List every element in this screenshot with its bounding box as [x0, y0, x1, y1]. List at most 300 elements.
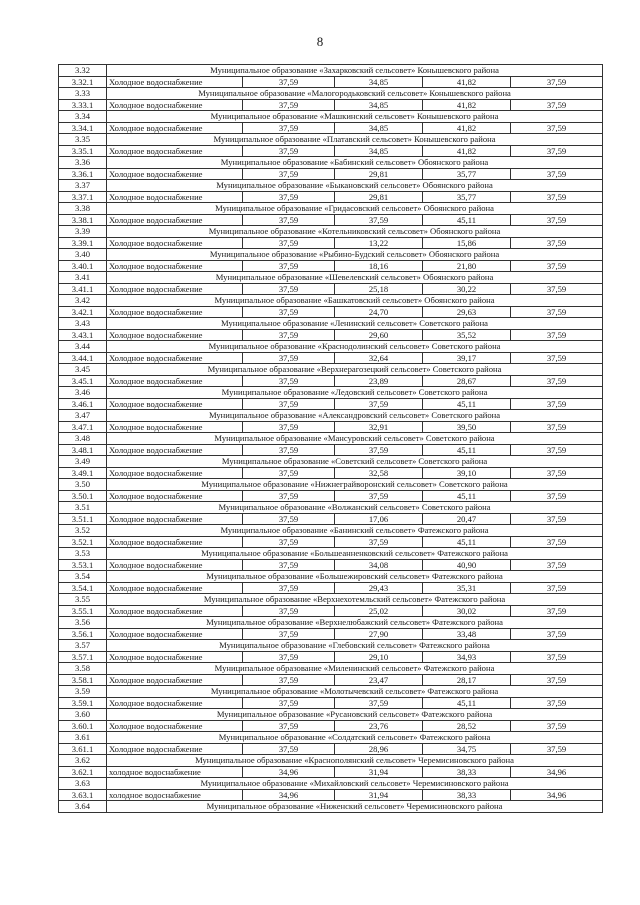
municipality-title: Муниципальное образование «Нижнеграйворонский сельсовет» Советского района: [107, 479, 603, 491]
tariff-row: [59, 628, 603, 640]
tariff-value: 39,50: [423, 421, 511, 433]
service-name: Холодное водоснабжение: [107, 329, 243, 341]
section-number: 3.34: [59, 111, 107, 123]
service-name: холодное водоснабжение: [107, 789, 243, 801]
service-name: Холодное водоснабжение: [107, 720, 243, 732]
section-row: [59, 732, 603, 744]
tariff-value: 37,59: [243, 421, 335, 433]
tariff-value: 37,59: [243, 191, 335, 203]
municipality-title: Муниципальное образование «Краснодолинский сельсовет» Советского района: [107, 341, 603, 353]
tariff-row: [59, 674, 603, 686]
tariff-value: 29,60: [335, 329, 423, 341]
tariff-row: [59, 352, 603, 364]
tariff-value: 37,59: [511, 628, 603, 640]
tariff-row: [59, 582, 603, 594]
tariff-value: 37,59: [243, 536, 335, 548]
service-name: Холодное водоснабжение: [107, 237, 243, 249]
section-number: 3.33: [59, 88, 107, 100]
service-name: Холодное водоснабжение: [107, 444, 243, 456]
tariff-number: 3.36.1: [59, 168, 107, 180]
municipality-title: Муниципальное образование «Волжанский сельсовет» Советского района: [107, 502, 603, 514]
tariff-value: 37,59: [335, 490, 423, 502]
tariff-value: 37,59: [511, 421, 603, 433]
tariff-value: 37,59: [243, 628, 335, 640]
tariff-value: 30,22: [423, 283, 511, 295]
tariff-value: 15,86: [423, 237, 511, 249]
tariff-number: 3.35.1: [59, 145, 107, 157]
tariff-number: 3.63.1: [59, 789, 107, 801]
service-name: Холодное водоснабжение: [107, 283, 243, 295]
tariff-value: 37,59: [511, 191, 603, 203]
tariff-value: 41,82: [423, 76, 511, 88]
section-number: 3.62: [59, 755, 107, 767]
tariff-row: [59, 260, 603, 272]
service-name: Холодное водоснабжение: [107, 191, 243, 203]
tariff-value: 37,59: [243, 559, 335, 571]
service-name: Холодное водоснабжение: [107, 398, 243, 410]
tariff-value: 37,59: [511, 214, 603, 226]
service-name: Холодное водоснабжение: [107, 743, 243, 755]
tariff-value: 34,85: [335, 145, 423, 157]
tariff-row: [59, 444, 603, 456]
service-name: Холодное водоснабжение: [107, 674, 243, 686]
tariff-value: 40,90: [423, 559, 511, 571]
tariff-row: [59, 191, 603, 203]
tariff-value: 23,47: [335, 674, 423, 686]
section-number: 3.63: [59, 778, 107, 790]
section-row: [59, 755, 603, 767]
service-name: Холодное водоснабжение: [107, 260, 243, 272]
tariff-value: 24,70: [335, 306, 423, 318]
service-name: Холодное водоснабжение: [107, 76, 243, 88]
tariff-number: 3.60.1: [59, 720, 107, 732]
section-number: 3.41: [59, 272, 107, 284]
section-number: 3.45: [59, 364, 107, 376]
tariff-value: 28,67: [423, 375, 511, 387]
municipality-title: Муниципальное образование «Машкинский сельсовет» Конышевского района: [107, 111, 603, 123]
tariff-value: 37,59: [511, 237, 603, 249]
tariff-row: [59, 398, 603, 410]
tariff-number: 3.38.1: [59, 214, 107, 226]
tariff-value: 31,94: [335, 789, 423, 801]
service-name: Холодное водоснабжение: [107, 421, 243, 433]
tariff-row: [59, 76, 603, 88]
tariff-row: [59, 214, 603, 226]
section-number: 3.55: [59, 594, 107, 606]
section-number: 3.61: [59, 732, 107, 744]
service-name: Холодное водоснабжение: [107, 559, 243, 571]
service-name: Холодное водоснабжение: [107, 352, 243, 364]
tariff-value: 37,59: [243, 743, 335, 755]
tariff-row: [59, 513, 603, 525]
tariff-value: 37,59: [243, 76, 335, 88]
tariff-value: 45,11: [423, 536, 511, 548]
section-row: [59, 341, 603, 353]
tariff-value: 37,59: [511, 375, 603, 387]
municipality-title: Муниципальное образование «Большежировский сельсовет» Фатежского района: [107, 571, 603, 583]
section-row: [59, 134, 603, 146]
tariff-value: 37,59: [511, 513, 603, 525]
section-row: [59, 525, 603, 537]
municipality-title: Муниципальное образование «Солдатский сельсовет» Фатежского района: [107, 732, 603, 744]
tariff-row: [59, 651, 603, 663]
section-number: 3.49: [59, 456, 107, 468]
municipality-title: Муниципальное образование «Ленинский сельсовет» Советского района: [107, 318, 603, 330]
tariff-row: [59, 168, 603, 180]
tariff-value: 35,77: [423, 168, 511, 180]
tariff-value: 37,59: [243, 237, 335, 249]
municipality-title: Муниципальное образование «Большеанненковский сельсовет» Фатежского района: [107, 548, 603, 560]
tariff-value: 37,59: [243, 145, 335, 157]
section-number: 3.57: [59, 640, 107, 652]
section-row: [59, 364, 603, 376]
municipality-title: Муниципальное образование «Котельниковский сельсовет» Обоянского района: [107, 226, 603, 238]
tariff-value: 37,59: [243, 306, 335, 318]
tariff-value: 34,96: [511, 766, 603, 778]
tariff-value: 37,59: [243, 168, 335, 180]
tariff-value: 41,82: [423, 122, 511, 134]
section-row: [59, 433, 603, 445]
tariff-value: 37,59: [511, 122, 603, 134]
tariff-row: [59, 99, 603, 111]
section-row: [59, 594, 603, 606]
municipality-title: Муниципальное образование «Мансуровский сельсовет» Советского района: [107, 433, 603, 445]
section-row: [59, 410, 603, 422]
tariff-row: [59, 720, 603, 732]
tariff-value: 34,85: [335, 99, 423, 111]
section-number: 3.46: [59, 387, 107, 399]
section-row: [59, 709, 603, 721]
tariff-value: 34,96: [243, 789, 335, 801]
service-name: Холодное водоснабжение: [107, 490, 243, 502]
tariff-value: 37,59: [511, 467, 603, 479]
tariff-value: 37,59: [243, 329, 335, 341]
tariff-value: 37,59: [335, 444, 423, 456]
tariff-value: 37,59: [243, 697, 335, 709]
tariff-value: 25,02: [335, 605, 423, 617]
tariff-value: 37,59: [511, 76, 603, 88]
tariff-row: [59, 536, 603, 548]
tariff-number: 3.42.1: [59, 306, 107, 318]
section-number: 3.52: [59, 525, 107, 537]
section-row: [59, 249, 603, 261]
municipality-title: Муниципальное образование «Гридасовский сельсовет» Обоянского района: [107, 203, 603, 215]
tariff-row: [59, 789, 603, 801]
tariff-value: 39,17: [423, 352, 511, 364]
tariff-value: 21,80: [423, 260, 511, 272]
section-number: 3.37: [59, 180, 107, 192]
section-row: [59, 663, 603, 675]
tariff-row: [59, 490, 603, 502]
section-number: 3.36: [59, 157, 107, 169]
tariff-value: 41,82: [423, 145, 511, 157]
tariff-value: 35,77: [423, 191, 511, 203]
tariff-number: 3.39.1: [59, 237, 107, 249]
tariff-value: 32,91: [335, 421, 423, 433]
tariff-value: 23,76: [335, 720, 423, 732]
tariff-value: 28,17: [423, 674, 511, 686]
tariff-value: 34,85: [335, 76, 423, 88]
municipality-title: Муниципальное образование «Глебовский сельсовет» Фатежского района: [107, 640, 603, 652]
section-row: [59, 571, 603, 583]
tariff-row: [59, 743, 603, 755]
service-name: холодное водоснабжение: [107, 766, 243, 778]
tariff-value: 45,11: [423, 444, 511, 456]
municipality-title: Муниципальное образование «Банинский сельсовет» Фатежского района: [107, 525, 603, 537]
tariff-number: 3.33.1: [59, 99, 107, 111]
tariff-number: 3.32.1: [59, 76, 107, 88]
tariff-value: 31,94: [335, 766, 423, 778]
tariff-value: 37,59: [511, 352, 603, 364]
section-row: [59, 203, 603, 215]
tariff-row: [59, 237, 603, 249]
tariff-value: 37,59: [511, 559, 603, 571]
section-number: 3.56: [59, 617, 107, 629]
tariff-value: 18,16: [335, 260, 423, 272]
tariff-value: 45,11: [423, 697, 511, 709]
tariff-value: 33,48: [423, 628, 511, 640]
section-row: [59, 617, 603, 629]
tariff-number: 3.44.1: [59, 352, 107, 364]
tariff-table-body: [59, 65, 603, 813]
tariff-value: 23,89: [335, 375, 423, 387]
tariff-value: 29,81: [335, 191, 423, 203]
tariff-value: 25,18: [335, 283, 423, 295]
tariff-value: 37,59: [511, 168, 603, 180]
tariff-value: 37,59: [243, 375, 335, 387]
tariff-value: 37,59: [335, 398, 423, 410]
section-row: [59, 387, 603, 399]
section-number: 3.44: [59, 341, 107, 353]
tariff-value: 34,96: [511, 789, 603, 801]
tariff-row: [59, 306, 603, 318]
tariff-number: 3.43.1: [59, 329, 107, 341]
tariff-row: [59, 375, 603, 387]
tariff-value: 38,33: [423, 789, 511, 801]
tariff-row: [59, 145, 603, 157]
tariff-value: 20,47: [423, 513, 511, 525]
tariff-value: 37,59: [243, 352, 335, 364]
tariff-value: 37,59: [243, 605, 335, 617]
tariff-value: 39,10: [423, 467, 511, 479]
tariff-number: 3.54.1: [59, 582, 107, 594]
section-row: [59, 180, 603, 192]
tariff-number: 3.48.1: [59, 444, 107, 456]
tariff-value: 41,82: [423, 99, 511, 111]
tariff-value: 29,81: [335, 168, 423, 180]
tariff-number: 3.45.1: [59, 375, 107, 387]
tariff-number: 3.37.1: [59, 191, 107, 203]
tariff-value: 37,59: [243, 720, 335, 732]
tariff-number: 3.46.1: [59, 398, 107, 410]
tariff-row: [59, 467, 603, 479]
tariff-value: 37,59: [511, 674, 603, 686]
tariff-value: 37,59: [511, 306, 603, 318]
section-number: 3.64: [59, 801, 107, 813]
section-row: [59, 548, 603, 560]
section-number: 3.47: [59, 410, 107, 422]
tariff-number: 3.55.1: [59, 605, 107, 617]
municipality-title: Муниципальное образование «Верхнехотемльский сельсовет» Фатежского района: [107, 594, 603, 606]
tariff-row: [59, 559, 603, 571]
tariff-value: 37,59: [511, 444, 603, 456]
tariff-value: 37,59: [243, 260, 335, 272]
tariff-value: 13,22: [335, 237, 423, 249]
tariff-number: 3.41.1: [59, 283, 107, 295]
service-name: Холодное водоснабжение: [107, 467, 243, 479]
tariff-number: 3.40.1: [59, 260, 107, 272]
section-number: 3.43: [59, 318, 107, 330]
tariff-row: [59, 605, 603, 617]
tariff-value: 37,59: [243, 582, 335, 594]
section-number: 3.39: [59, 226, 107, 238]
tariff-value: 37,59: [243, 513, 335, 525]
municipality-title: Муниципальное образование «Миленинский сельсовет» Фатежского района: [107, 663, 603, 675]
municipality-title: Муниципальное образование «Малогородьковский сельсовет» Конышевского района: [107, 88, 603, 100]
municipality-title: Муниципальное образование «Башкатовский сельсовет» Обоянского района: [107, 295, 603, 307]
tariff-value: 35,31: [423, 582, 511, 594]
tariff-value: 37,59: [243, 651, 335, 663]
tariff-value: 37,59: [511, 536, 603, 548]
section-number: 3.59: [59, 686, 107, 698]
tariff-value: 37,59: [243, 398, 335, 410]
section-number: 3.54: [59, 571, 107, 583]
municipality-title: Муниципальное образование «Захарковский сельсовет» Конышевского района: [107, 65, 603, 77]
section-row: [59, 801, 603, 813]
tariff-value: 34,96: [243, 766, 335, 778]
tariff-number: 3.52.1: [59, 536, 107, 548]
tariff-value: 37,59: [511, 329, 603, 341]
tariff-value: 37,59: [243, 674, 335, 686]
tariff-value: 28,96: [335, 743, 423, 755]
municipality-title: Муниципальное образование «Михайловский сельсовет» Черемисиновского района: [107, 778, 603, 790]
tariff-value: 37,59: [511, 743, 603, 755]
tariff-row: [59, 283, 603, 295]
municipality-title: Муниципальное образование «Молотычевский сельсовет» Фатежского района: [107, 686, 603, 698]
section-number: 3.40: [59, 249, 107, 261]
municipality-title: Муниципальное образование «Шевелевский сельсовет» Обоянского района: [107, 272, 603, 284]
section-row: [59, 157, 603, 169]
service-name: Холодное водоснабжение: [107, 145, 243, 157]
tariff-value: 37,59: [511, 99, 603, 111]
section-number: 3.58: [59, 663, 107, 675]
service-name: Холодное водоснабжение: [107, 99, 243, 111]
tariff-number: 3.57.1: [59, 651, 107, 663]
tariff-value: 17,06: [335, 513, 423, 525]
section-number: 3.48: [59, 433, 107, 445]
municipality-title: Муниципальное образование «Рыбино-Будский сельсовет» Обоянского района: [107, 249, 603, 261]
municipality-title: Муниципальное образование «Александровский сельсовет» Советского района: [107, 410, 603, 422]
service-name: Холодное водоснабжение: [107, 375, 243, 387]
tariff-value: 30,02: [423, 605, 511, 617]
tariff-number: 3.58.1: [59, 674, 107, 686]
municipality-title: Муниципальное образование «Верхнерагозецкий сельсовет» Советского района: [107, 364, 603, 376]
tariff-value: 29,10: [335, 651, 423, 663]
service-name: Холодное водоснабжение: [107, 605, 243, 617]
service-name: Холодное водоснабжение: [107, 628, 243, 640]
tariff-value: 37,59: [511, 398, 603, 410]
section-row: [59, 318, 603, 330]
tariff-value: 37,59: [511, 651, 603, 663]
section-row: [59, 65, 603, 77]
tariff-value: 37,59: [335, 536, 423, 548]
tariff-value: 37,59: [243, 214, 335, 226]
tariff-value: 37,59: [511, 145, 603, 157]
section-row: [59, 111, 603, 123]
tariff-value: 37,59: [243, 99, 335, 111]
municipality-title: Муниципальное образование «Платавский сельсовет» Конышевского района: [107, 134, 603, 146]
municipality-title: Муниципальное образование «Ниженский сельсовет» Черемисиновского района: [107, 801, 603, 813]
tariff-value: 37,59: [511, 720, 603, 732]
tariff-row: [59, 122, 603, 134]
service-name: Холодное водоснабжение: [107, 306, 243, 318]
municipality-title: Муниципальное образование «Бабинский сельсовет» Обоянского района: [107, 157, 603, 169]
tariff-value: 37,59: [243, 283, 335, 295]
tariff-value: 45,11: [423, 490, 511, 502]
municipality-title: Муниципальное образование «Русановский сельсовет» Фатежского района: [107, 709, 603, 721]
section-row: [59, 502, 603, 514]
tariff-number: 3.50.1: [59, 490, 107, 502]
tariff-row: [59, 421, 603, 433]
tariff-value: 29,43: [335, 582, 423, 594]
tariff-value: 29,63: [423, 306, 511, 318]
tariff-value: 37,59: [511, 260, 603, 272]
service-name: Холодное водоснабжение: [107, 536, 243, 548]
service-name: Холодное водоснабжение: [107, 697, 243, 709]
service-name: Холодное водоснабжение: [107, 582, 243, 594]
tariff-number: 3.61.1: [59, 743, 107, 755]
tariff-value: 37,59: [243, 444, 335, 456]
tariff-value: 34,93: [423, 651, 511, 663]
tariff-value: 37,59: [511, 697, 603, 709]
section-row: [59, 456, 603, 468]
section-number: 3.60: [59, 709, 107, 721]
section-row: [59, 479, 603, 491]
tariff-value: 37,59: [243, 467, 335, 479]
tariff-value: 34,75: [423, 743, 511, 755]
section-number: 3.42: [59, 295, 107, 307]
tariff-value: 38,33: [423, 766, 511, 778]
tariff-value: 37,59: [511, 283, 603, 295]
section-row: [59, 295, 603, 307]
tariff-value: 37,59: [511, 605, 603, 617]
tariff-value: 45,11: [423, 214, 511, 226]
tariff-value: 32,58: [335, 467, 423, 479]
tariff-value: 37,59: [511, 490, 603, 502]
section-row: [59, 88, 603, 100]
tariff-value: 37,59: [335, 214, 423, 226]
tariff-value: 34,85: [335, 122, 423, 134]
tariff-number: 3.59.1: [59, 697, 107, 709]
section-row: [59, 640, 603, 652]
tariff-row: [59, 766, 603, 778]
tariff-row: [59, 697, 603, 709]
tariff-value: 37,59: [335, 697, 423, 709]
tariff-value: 37,59: [511, 582, 603, 594]
service-name: Холодное водоснабжение: [107, 513, 243, 525]
municipality-title: Муниципальное образование «Ледовский сельсовет» Советского района: [107, 387, 603, 399]
tariff-value: 37,59: [243, 122, 335, 134]
tariff-number: 3.53.1: [59, 559, 107, 571]
section-number: 3.50: [59, 479, 107, 491]
section-number: 3.32: [59, 65, 107, 77]
service-name: Холодное водоснабжение: [107, 122, 243, 134]
section-number: 3.35: [59, 134, 107, 146]
tariff-number: 3.49.1: [59, 467, 107, 479]
section-number: 3.38: [59, 203, 107, 215]
tariff-value: 35,52: [423, 329, 511, 341]
section-row: [59, 226, 603, 238]
